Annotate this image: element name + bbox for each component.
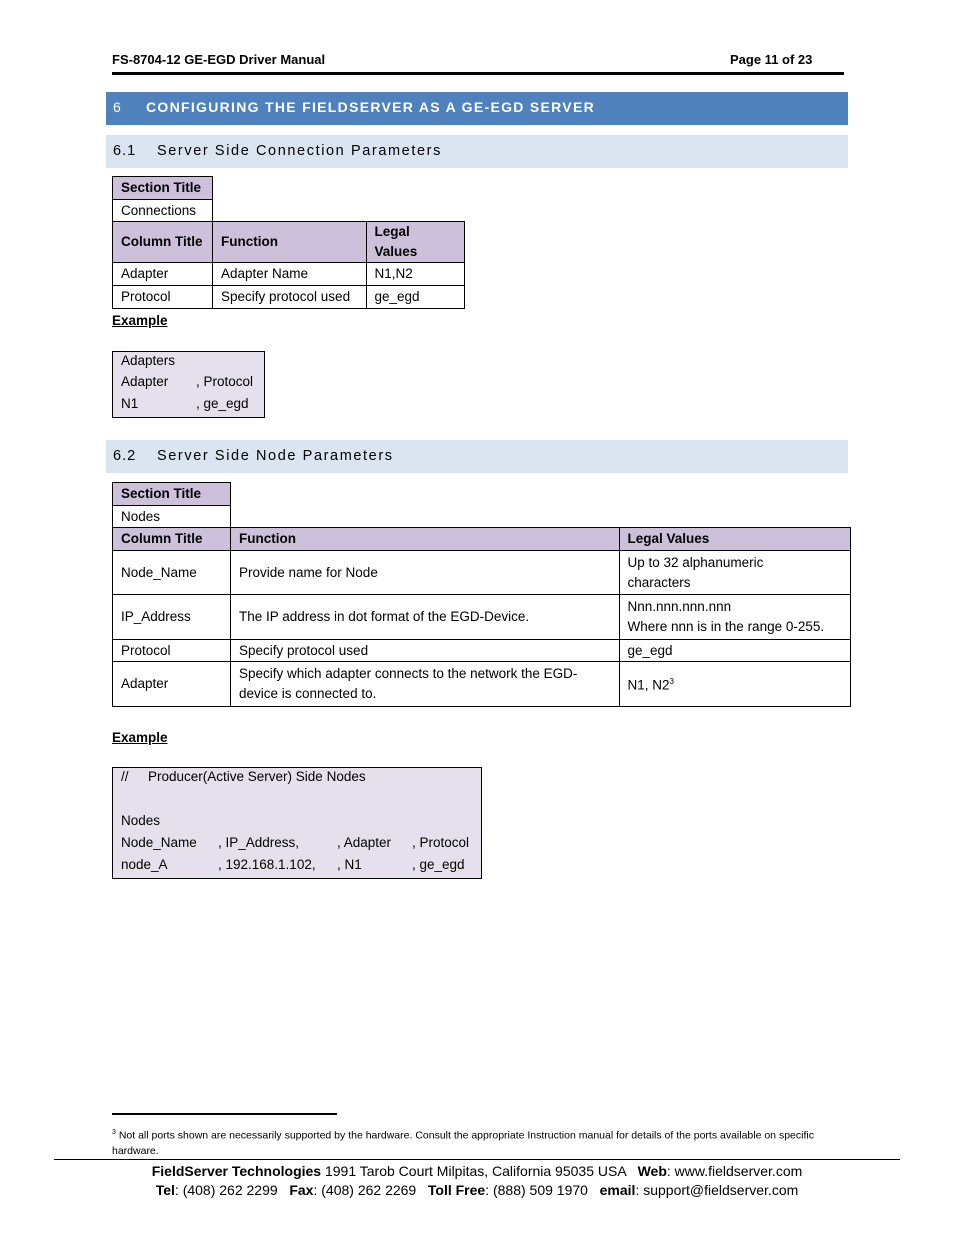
connection-parameters-table [112, 176, 465, 309]
footnote-reference: 3 [669, 677, 674, 687]
table-cell: Node_Name [113, 551, 231, 595]
tollfree-label: Toll Free [427, 1182, 486, 1198]
footnote-mark: 3 [112, 1129, 116, 1136]
company-address: 1991 Tarob Court Milpitas, California 95035 USA [324, 1163, 626, 1179]
section-6-2-heading [106, 440, 848, 473]
column-header: Legal Values [366, 222, 464, 263]
node-parameters-table [112, 482, 851, 707]
section-6-1-heading [106, 135, 848, 168]
footer-line-2 [0, 1182, 954, 1198]
table-cell: ge_egd [619, 640, 851, 662]
web-url: : www.fieldserver.com [666, 1163, 803, 1179]
header-rule [112, 72, 844, 75]
code-token: Node_Name [121, 835, 197, 850]
cell-line: Up to 32 alphanumeric [627, 554, 764, 570]
tollfree-value: : (888) 509 1970 [485, 1182, 588, 1198]
code-line: , ge_egd [196, 396, 249, 411]
email-value: : support@fieldserver.com [635, 1182, 799, 1198]
connections-example-box [112, 351, 265, 418]
cell-line: device is connected to. [239, 686, 377, 701]
column-header: Legal Values [619, 528, 851, 551]
cell-line: Where nnn is in the range 0-255. [627, 619, 825, 634]
code-comment: Producer(Active Server) Side Nodes [148, 769, 366, 784]
code-line: Adapter [121, 374, 169, 389]
code-line: , Protocol [196, 374, 254, 389]
tel-label: Tel [155, 1182, 175, 1198]
company-name: FieldServer Technologies [151, 1163, 322, 1179]
page-number: Page 11 of 23 [730, 52, 813, 67]
table-row [113, 263, 465, 286]
code-token: , 192.168.1.102, [218, 857, 316, 872]
cell-text: N1, N2 [627, 677, 670, 693]
section-6-heading [106, 92, 848, 125]
section-title-value: Connections [113, 200, 213, 222]
footer-line-1 [0, 1163, 954, 1179]
footnote-text: Not all ports shown are necessarily supported by the hardware. Consult the appropriate Instruction manual for details of the ports available on specific hardware. [112, 1129, 814, 1157]
table-cell: Adapter [113, 662, 231, 707]
footnote-rule [112, 1113, 337, 1115]
table-row [113, 595, 851, 640]
table-cell: Specify protocol used [213, 286, 367, 309]
table-cell: Protocol [113, 640, 231, 662]
table-cell: Provide name for Node [231, 551, 620, 595]
code-token: , Adapter [337, 835, 392, 850]
code-token: node_A [121, 857, 168, 872]
subsection-title: Server Side Connection Parameters [157, 143, 442, 159]
cell-line: characters [627, 574, 691, 590]
section-title: CONFIGURING THE FIELDSERVER AS A GE-EGD SERVER [146, 99, 595, 115]
subsection-number: 6.1 [113, 143, 137, 159]
table-cell [619, 551, 851, 595]
code-comment-marker: // [121, 769, 129, 784]
code-line: Adapters [121, 353, 176, 368]
table-row [113, 640, 851, 662]
nodes-example-box [112, 767, 482, 879]
column-header: Function [213, 222, 367, 263]
table-row [113, 662, 851, 707]
code-token: , N1 [337, 857, 362, 872]
cell-line: Nnn.nnn.nnn.nnn [627, 599, 732, 614]
footnote [112, 1125, 842, 1159]
subsection-number: 6.2 [113, 448, 137, 464]
subsection-title: Server Side Node Parameters [157, 448, 394, 464]
table-cell: Protocol [113, 286, 213, 309]
table-row [113, 286, 465, 309]
example-label: Example [112, 730, 168, 745]
table-cell: IP_Address [113, 595, 231, 640]
column-header: Function [231, 528, 620, 551]
code-token: , ge_egd [412, 857, 465, 872]
table-cell: N1,N2 [366, 263, 464, 286]
code-token: , Protocol [412, 835, 470, 850]
table-cell: The IP address in dot format of the EGD-Device. [231, 595, 620, 640]
table-cell: Adapter [113, 263, 213, 286]
table-cell [231, 662, 620, 707]
column-header: Column Title [113, 222, 213, 263]
table-cell: Specify protocol used [231, 640, 620, 662]
fax-value: : (408) 262 2269 [313, 1182, 417, 1198]
cell-line: Specify which adapter connects to the network the EGD- [239, 666, 578, 681]
code-token: , IP_Address, [218, 835, 300, 850]
table-cell [619, 662, 851, 707]
table-row [113, 551, 851, 595]
table-cell: Adapter Name [213, 263, 367, 286]
section-title-label: Section Title [113, 483, 231, 506]
document-title: FS-8704-12 GE-EGD Driver Manual [112, 52, 326, 67]
tel-value: : (408) 262 2299 [174, 1182, 278, 1198]
email-label: email [599, 1182, 636, 1198]
example-label: Example [112, 313, 168, 328]
code-line: N1 [121, 396, 139, 411]
footer-rule [54, 1159, 900, 1160]
section-number: 6 [113, 99, 121, 115]
section-title-value: Nodes [113, 506, 231, 528]
code-line: Nodes [121, 813, 161, 828]
column-header: Column Title [113, 528, 231, 551]
web-label: Web [637, 1163, 667, 1179]
table-cell [619, 595, 851, 640]
section-title-label: Section Title [113, 177, 213, 200]
table-cell: ge_egd [366, 286, 464, 309]
fax-label: Fax [289, 1182, 314, 1198]
